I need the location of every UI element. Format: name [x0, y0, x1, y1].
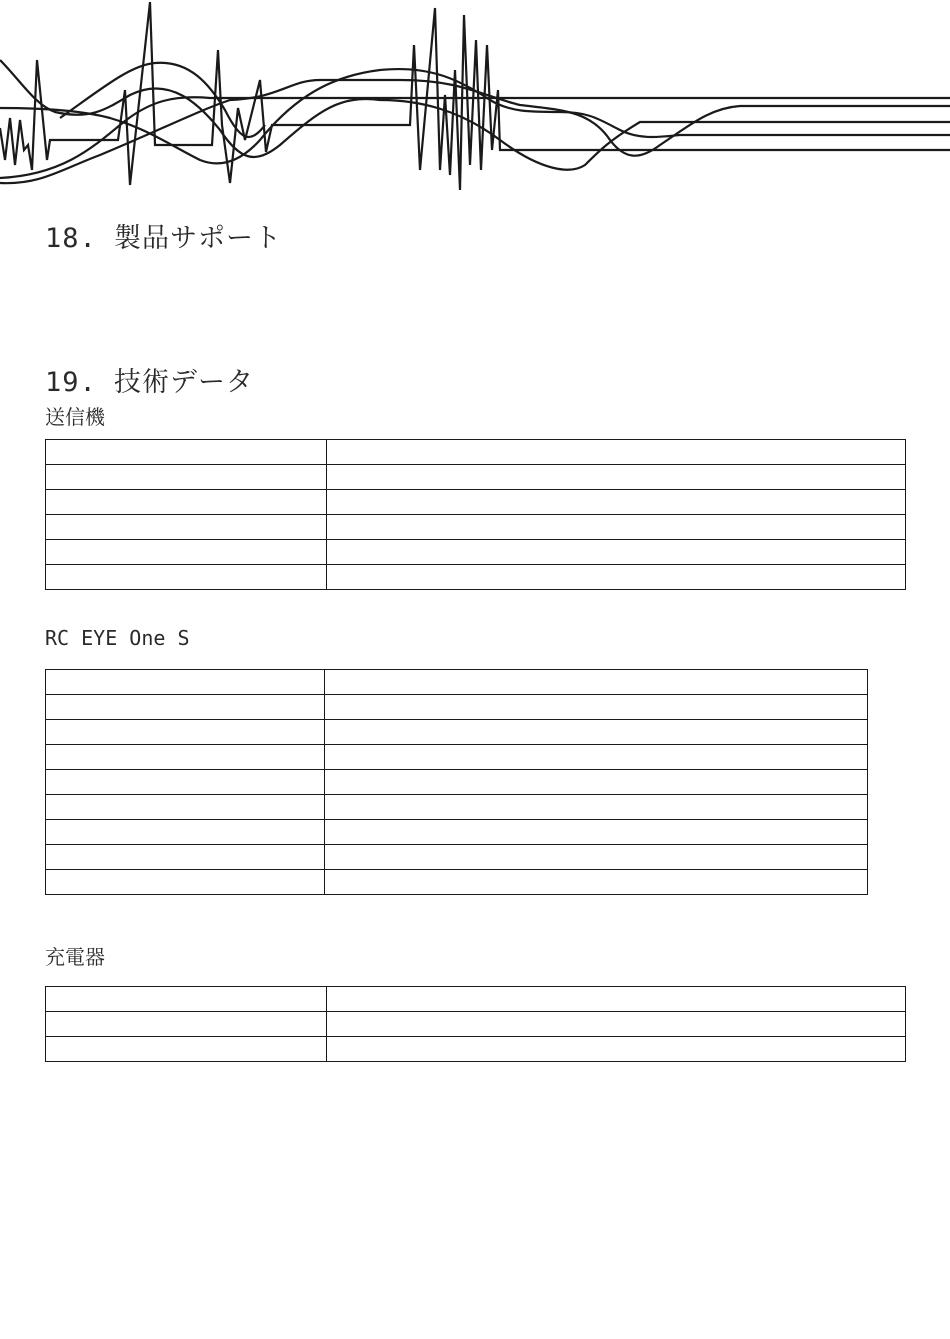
spec-value-cell	[325, 770, 868, 795]
spec-value-cell	[325, 845, 868, 870]
spec-label-cell	[46, 820, 325, 845]
spec-label-cell	[46, 670, 325, 695]
spec-value-cell	[327, 565, 906, 590]
support-section-title: 18. 製品サポート	[45, 223, 283, 254]
charger-subtitle: 充電器	[45, 945, 105, 969]
spec-label-cell	[46, 1012, 327, 1037]
spec-label-cell	[46, 440, 327, 465]
spec-label-cell	[46, 770, 325, 795]
spec-value-cell	[325, 820, 868, 845]
table-row	[46, 795, 868, 820]
spec-value-cell	[325, 795, 868, 820]
spec-value-cell	[327, 515, 906, 540]
spec-value-cell	[327, 540, 906, 565]
technical-data-title: 19. 技術データ	[45, 367, 255, 398]
table-row	[46, 1037, 906, 1062]
spec-label-cell	[46, 515, 327, 540]
table-row	[46, 770, 868, 795]
transmitter-subtitle: 送信機	[45, 405, 105, 429]
spec-label-cell	[46, 870, 325, 895]
table-row	[46, 695, 868, 720]
table-row	[46, 820, 868, 845]
spec-value-cell	[325, 870, 868, 895]
table-row	[46, 1012, 906, 1037]
table-row	[46, 845, 868, 870]
spec-label-cell	[46, 745, 325, 770]
header-waveform-decoration	[0, 0, 950, 195]
copter-subtitle: RC EYE One S	[45, 626, 190, 650]
spec-label-cell	[46, 695, 325, 720]
spec-value-cell	[327, 1037, 906, 1062]
spec-label-cell	[46, 540, 327, 565]
table-row	[46, 565, 906, 590]
table-row	[46, 540, 906, 565]
spec-label-cell	[46, 1037, 327, 1062]
spec-label-cell	[46, 720, 325, 745]
spec-label-cell	[46, 845, 325, 870]
spec-value-cell	[327, 465, 906, 490]
spec-label-cell	[46, 795, 325, 820]
spec-value-cell	[327, 1012, 906, 1037]
spec-label-cell	[46, 465, 327, 490]
table-row	[46, 440, 906, 465]
spec-label-cell	[46, 565, 327, 590]
transmitter-spec-table	[45, 439, 906, 590]
spec-value-cell	[327, 490, 906, 515]
spec-value-cell	[327, 440, 906, 465]
table-row	[46, 465, 906, 490]
spec-value-cell	[325, 670, 868, 695]
table-row	[46, 670, 868, 695]
table-row	[46, 515, 906, 540]
table-row	[46, 987, 906, 1012]
spec-label-cell	[46, 987, 327, 1012]
waveform-spike-line-left	[0, 2, 950, 190]
spec-value-cell	[325, 720, 868, 745]
charger-spec-table	[45, 986, 906, 1062]
table-row	[46, 870, 868, 895]
copter-spec-table	[45, 669, 868, 895]
spec-value-cell	[325, 695, 868, 720]
table-row	[46, 490, 906, 515]
waveform-curve-b	[0, 80, 950, 183]
table-row	[46, 745, 868, 770]
table-row	[46, 720, 868, 745]
spec-value-cell	[325, 745, 868, 770]
spec-label-cell	[46, 490, 327, 515]
spec-value-cell	[327, 987, 906, 1012]
